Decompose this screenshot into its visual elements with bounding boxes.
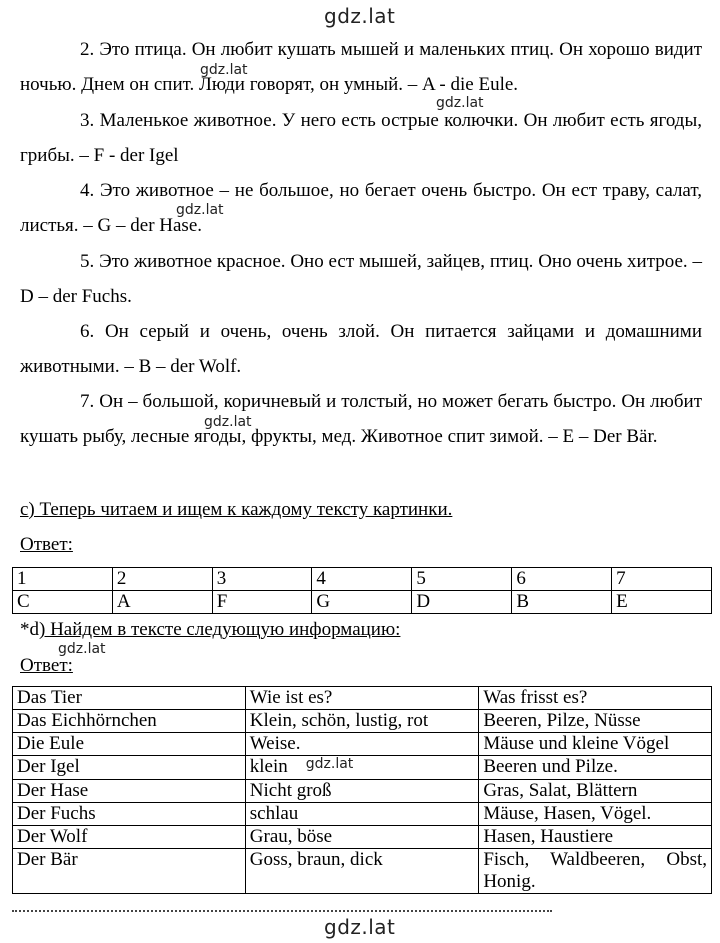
- table-cell: schlau: [245, 803, 479, 826]
- watermark: gdz.lat: [200, 62, 248, 78]
- table-row: [13, 568, 712, 591]
- table-cell: 2: [112, 568, 212, 591]
- paragraph-7: 7. Он – большой, коричневый и толстый, но может бегать быстро. Он любит кушать рыбу, лесные ягоды, фрукты, мед. Животное спит зимой. – E – Der Bär.: [20, 391, 702, 447]
- paragraph-2: 2. Это птица. Он любит кушать мышей и маленьких птиц. Он хорошо видит ночью. Днем он спит. Люди говорят, он умный. – A - die Eule.: [20, 39, 702, 95]
- table-cell: Beeren und Pilze.: [479, 756, 712, 780]
- table-cell-text: klein: [249, 756, 288, 777]
- table-cell: Grau, böse: [245, 826, 479, 849]
- table-cell: Klein, schön, lustig, rot: [245, 710, 479, 733]
- table-cell: 1: [13, 568, 113, 591]
- table-cell: 5: [412, 568, 512, 591]
- animal-table: [12, 686, 712, 894]
- table-header: Wie ist es?: [245, 687, 479, 710]
- table-row: [13, 849, 712, 894]
- paragraph-6: 6. Он серый и очень, очень злой. Он питается зайцами и домашними животными. – B – der Wolf.: [20, 321, 702, 377]
- watermark: gdz.lat: [436, 95, 484, 111]
- table-cell: Hasen, Haustiere: [479, 826, 712, 849]
- answer-label: Ответ:: [20, 534, 73, 555]
- table-cell: Fisch, Waldbeeren, Obst, Honig.: [479, 849, 712, 894]
- table-cell: Der Wolf: [13, 826, 246, 849]
- table-cell: Beeren, Pilze, Nüsse: [479, 710, 712, 733]
- table-cell: G: [312, 591, 412, 614]
- table-cell: C: [13, 591, 113, 614]
- section-d-heading: [20, 619, 400, 641]
- table-row: [13, 803, 712, 826]
- table-row: [13, 710, 712, 733]
- table-cell: E: [612, 591, 712, 614]
- paragraph-3: 3. Маленькое животное. У него есть острые колючки. Он любит есть ягоды, грибы. – F - der Igel: [20, 110, 702, 166]
- watermark-top: gdz.lat: [324, 4, 396, 28]
- watermark: gdz.lat: [204, 414, 252, 430]
- table-row: [13, 826, 712, 849]
- table-header: Was frisst es?: [479, 687, 712, 710]
- table-cell: Mäuse, Hasen, Vögel.: [479, 803, 712, 826]
- table-cell: Der Hase: [13, 780, 246, 803]
- watermark: gdz.lat: [176, 202, 224, 218]
- table-cell: B: [512, 591, 612, 614]
- table-cell: [245, 756, 479, 780]
- table-cell: 6: [512, 568, 612, 591]
- table-cell: 7: [612, 568, 712, 591]
- table-row: [13, 591, 712, 614]
- table-header-row: [13, 687, 712, 710]
- section-c-heading: с) Теперь читаем и ищем к каждому тексту картинки.: [20, 499, 453, 520]
- table-cell: 4: [312, 568, 412, 591]
- table-cell: Das Eichhörnchen: [13, 710, 246, 733]
- table-cell: Weise.: [245, 733, 479, 756]
- cut-off-text-line: [12, 908, 552, 914]
- table-cell: Goss, braun, dick: [245, 849, 479, 894]
- table-cell: Gras, Salat, Blättern: [479, 780, 712, 803]
- paragraph-4: 4. Это животное – не большое, но бегает очень быстро. Он ест траву, салат, листья. – G – der Hase.: [20, 180, 702, 236]
- table-cell: A: [112, 591, 212, 614]
- section-d-star: *d: [20, 619, 39, 640]
- table-row: [13, 733, 712, 756]
- table-cell: Der Fuchs: [13, 803, 246, 826]
- table-row: [13, 756, 712, 780]
- table-cell: Der Bär: [13, 849, 246, 894]
- table-cell: 3: [212, 568, 312, 591]
- table-header: Das Tier: [13, 687, 246, 710]
- table-cell: D: [412, 591, 512, 614]
- table-cell: F: [212, 591, 312, 614]
- table-cell: Die Eule: [13, 733, 246, 756]
- table-row: [13, 780, 712, 803]
- paragraph-5: 5. Это животное красное. Оно ест мышей, зайцев, птиц. Оно очень хитрое. – D – der Fuchs.: [20, 251, 702, 307]
- watermark: gdz.lat: [58, 641, 106, 657]
- watermark-bottom: gdz.lat: [324, 915, 396, 939]
- table-cell: Mäuse und kleine Vögel: [479, 733, 712, 756]
- table-cell: Der Igel: [13, 756, 246, 780]
- answer-label-2: Ответ:: [20, 655, 73, 676]
- match-table: [12, 567, 712, 614]
- section-d-text: ) Найдем в тексте следующую информацию:: [39, 619, 401, 640]
- watermark: gdz.lat: [305, 756, 354, 772]
- table-cell: Nicht groß: [245, 780, 479, 803]
